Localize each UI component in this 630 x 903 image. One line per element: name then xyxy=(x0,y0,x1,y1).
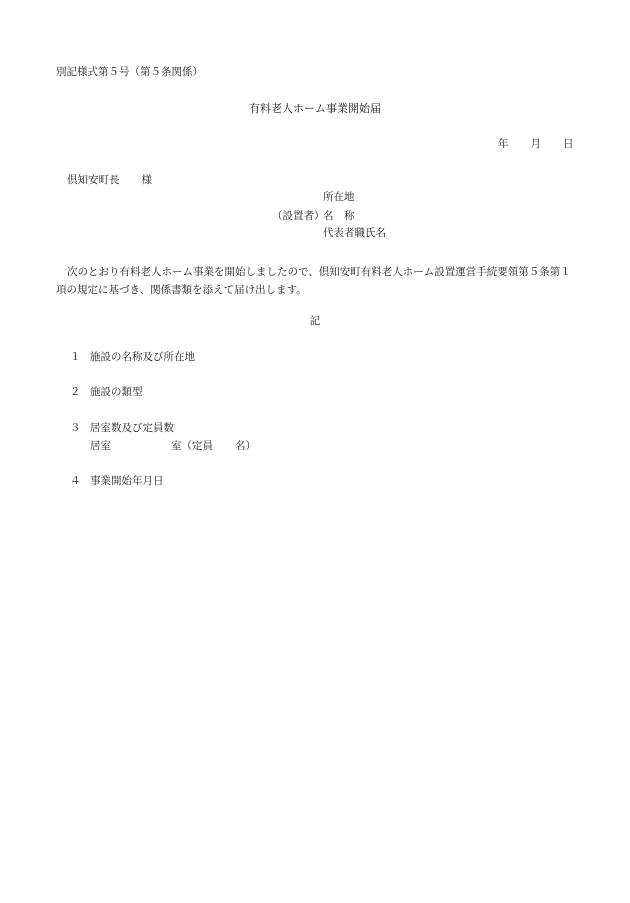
rooms-detail-line xyxy=(90,441,256,452)
list-item xyxy=(70,352,195,363)
list-item xyxy=(70,387,143,398)
name-label: 名 称 xyxy=(323,210,355,222)
room-unit: 室（定員 xyxy=(171,440,213,452)
document-title: 有料老人ホーム事業開始届 xyxy=(249,102,381,115)
date-line xyxy=(498,139,574,150)
applicant-label: （設置者） xyxy=(272,210,325,222)
item-number: ４ xyxy=(70,475,81,487)
address-label: 所在地 xyxy=(323,191,355,203)
date-year: 年 xyxy=(498,138,509,150)
item-number: ３ xyxy=(70,422,81,434)
representative-label: 代表者職氏名 xyxy=(323,227,386,239)
addressee xyxy=(67,175,152,186)
item-label: 施設の名称及び所在地 xyxy=(90,351,195,363)
date-month: 月 xyxy=(530,138,541,150)
list-item xyxy=(70,476,164,487)
addressee-honorific: 様 xyxy=(141,174,152,186)
capacity-unit: 名） xyxy=(235,440,256,452)
form-number: 別記様式第５号（第５条関係） xyxy=(56,66,203,78)
item-number: １ xyxy=(70,351,81,363)
body-paragraph: 次のとおり有料老人ホーム事業を開始しましたので、倶知安町有料老人ホーム設置運営手続要領第５条第１項の規定に基づき、関係書類を添えて届け出します。 xyxy=(56,266,571,296)
addressee-name: 倶知安町長 xyxy=(67,174,120,186)
ki-heading: 記 xyxy=(309,315,321,327)
list-item xyxy=(70,423,174,434)
item-label: 事業開始年月日 xyxy=(90,475,164,487)
item-number: ２ xyxy=(70,386,81,398)
date-day: 日 xyxy=(563,138,574,150)
item-label: 居室数及び定員数 xyxy=(90,422,174,434)
item-label: 施設の類型 xyxy=(90,386,143,398)
room-label: 居室 xyxy=(90,440,111,452)
